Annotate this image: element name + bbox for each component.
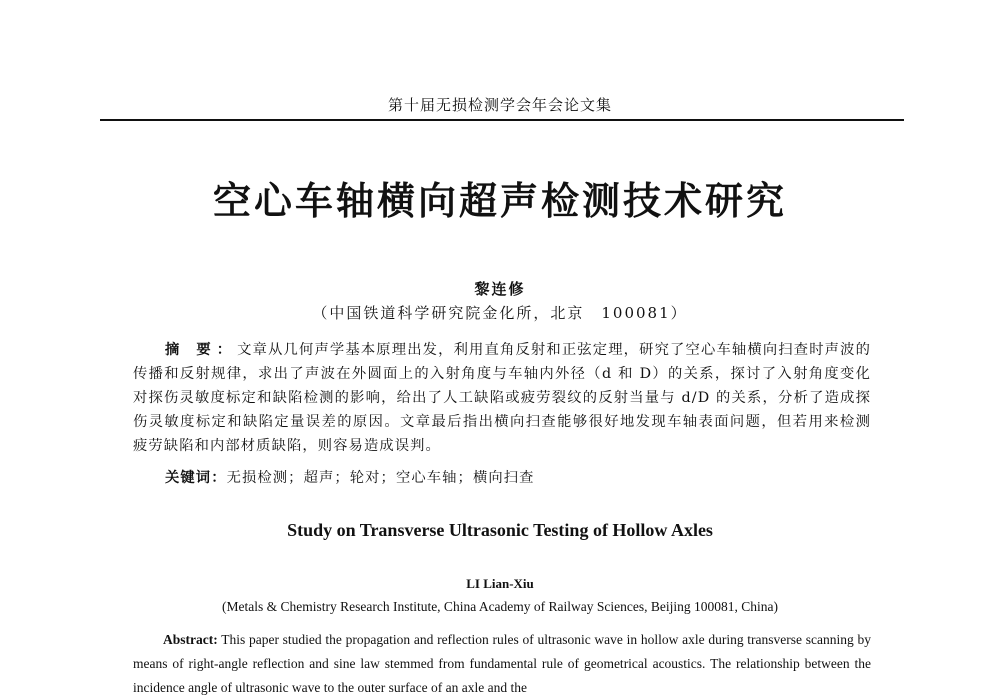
chinese-abstract-label: 摘 要：	[165, 342, 238, 358]
running-title: 第十届无损检测学会年会论文集	[387, 96, 612, 114]
chinese-title: 空心车轴横向超声检测技术研究	[212, 179, 787, 223]
english-affiliation: (Metals & Chemistry Research Institute, China Academy of Railway Sciences, Beijing 100081, China)	[221, 599, 778, 614]
chinese-abstract	[133, 338, 871, 458]
english-author: LI Lian-Xiu	[466, 576, 534, 591]
chinese-keywords	[165, 467, 871, 487]
chinese-keywords-text: 无损检测；超声；轮对；空心车轴；横向扫查	[226, 470, 535, 486]
english-abstract-label: Abstract:	[163, 632, 218, 647]
header-rule	[100, 119, 904, 121]
chinese-author: 黎连修	[474, 280, 526, 298]
english-abstract	[133, 628, 871, 700]
chinese-affiliation: （中国铁道科学研究院金化所，北京 100081）	[312, 304, 688, 322]
chinese-abstract-text: 文章从几何声学基本原理出发，利用直角反射和正弦定理，研究了空心车轴横向扫查时声波的传播和反射规律，求出了声波在外圆面上的入射角度与车轴内外径（d 和 D）的关系，探讨了入射角度变化对探伤灵敏度标定和缺陷检测的影响，给出了人工缺陷或疲劳裂纹的反射当量与 d/D 的关系，分析了造成探伤灵敏度标定和缺陷定量误差的原因。文章最后指出横向扫查能够很好地发现车轴表面问题，但若用来检测疲劳缺陷和内部材质缺陷，则容易造成误判。	[133, 342, 871, 454]
english-abstract-text: This paper studied the propagation and reflection rules of ultrasonic wave in hollow axle during transverse scanning by means of right-angle reflection and sine law stemmed from fundamental rule of geometrical acoustics. The relationship between the incidence angle of ultrasonic wave to the outer surface of an axle and the	[133, 632, 871, 695]
chinese-keywords-label: 关键词：	[165, 470, 227, 486]
english-title: Study on Transverse Ultrasonic Testing of Hollow Axles	[287, 520, 713, 540]
